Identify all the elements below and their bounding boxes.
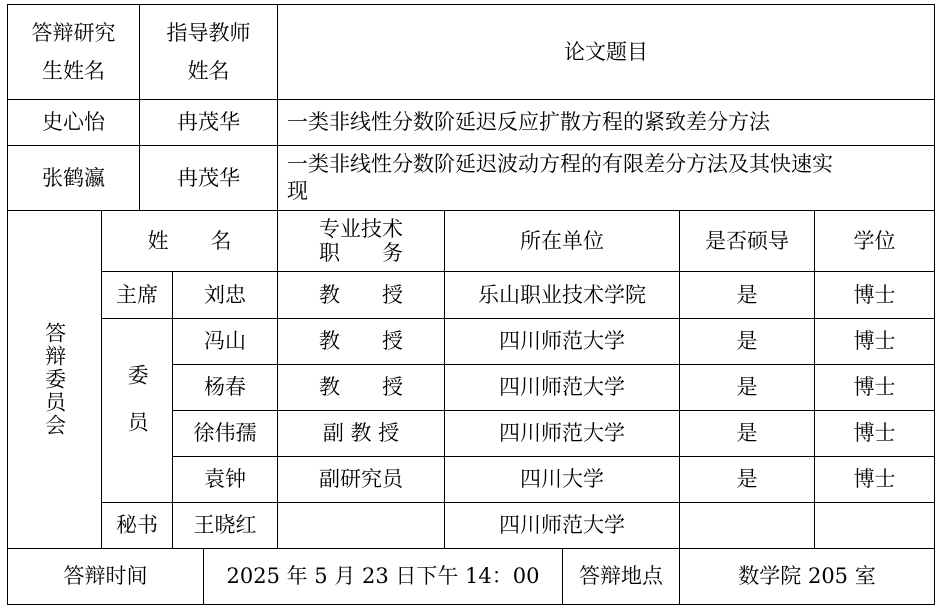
defense-time-value: 2025 年 5 月 23 日下午 14：00 — [226, 564, 540, 589]
member-title — [278, 503, 444, 548]
header-student-name — [8, 5, 139, 99]
member-title: 副 教 授 — [322, 421, 400, 446]
member-degree: 博士 — [853, 282, 896, 307]
member-title: 教 授 — [319, 329, 403, 354]
student-topic: 一类非线性分数阶延迟反应扩散方程的紧致差分方法 — [287, 110, 770, 135]
member-unit: 四川师范大学 — [499, 329, 625, 354]
header-student-line1: 答辩研究 — [31, 20, 116, 45]
committee-header-title-line2: 职 务 — [319, 241, 403, 265]
student-advisor: 冉茂华 — [177, 165, 240, 190]
defense-time-label: 答辩时间 — [63, 564, 148, 589]
member-title: 教 授 — [319, 375, 403, 400]
member-degree: 博士 — [853, 375, 896, 400]
header-advisor-line2: 姓名 — [187, 59, 230, 83]
member-unit: 四川师范大学 — [499, 375, 625, 400]
member-name: 冯山 — [204, 329, 246, 354]
member-unit: 乐山职业技术学院 — [478, 282, 646, 307]
header-student-line2: 生姓名 — [42, 59, 105, 83]
member-degree — [815, 503, 934, 548]
committee-label — [8, 211, 101, 548]
member-title: 教 授 — [319, 282, 403, 307]
member-name: 徐伟孺 — [193, 421, 257, 446]
committee-header-title — [278, 211, 444, 271]
committee-header-name: 姓 名 — [147, 228, 232, 253]
role-chair: 主席 — [116, 282, 158, 307]
member-name: 刘忠 — [204, 282, 246, 307]
header-advisor-name — [140, 5, 277, 99]
role-members — [102, 319, 172, 502]
student-name: 史心怡 — [42, 110, 105, 135]
role-members-text: 委员 — [125, 363, 150, 458]
member-degree: 博士 — [853, 467, 896, 492]
committee-header-degree: 学位 — [853, 228, 896, 253]
member-supervisor: 是 — [736, 375, 758, 400]
member-unit: 四川大学 — [520, 467, 604, 492]
header-advisor-line1: 指导教师 — [166, 20, 251, 45]
member-supervisor: 是 — [736, 329, 758, 354]
member-supervisor: 是 — [736, 282, 758, 307]
member-degree: 博士 — [853, 421, 896, 446]
committee-header-title-line1: 专业技术 — [319, 216, 403, 241]
student-topic-line1: 一类非线性分数阶延迟波动方程的有限差分方法及其快速实 — [287, 151, 833, 176]
defense-place-label: 答辩地点 — [579, 564, 663, 589]
header-topic: 论文题目 — [564, 39, 648, 64]
student-advisor: 冉茂华 — [177, 110, 240, 135]
student-topic-line2: 现 — [287, 179, 308, 203]
member-name: 杨春 — [204, 375, 246, 400]
member-supervisor: 是 — [736, 421, 758, 446]
student-name: 张鹤瀛 — [42, 165, 105, 190]
member-unit: 四川师范大学 — [499, 421, 625, 446]
role-secretary: 秘书 — [116, 513, 158, 538]
member-supervisor — [680, 503, 814, 548]
member-title: 副研究员 — [319, 467, 403, 492]
defense-place-value: 数学院 205 室 — [738, 564, 876, 589]
committee-header-unit: 所在单位 — [520, 228, 604, 253]
member-name: 袁钟 — [204, 467, 246, 492]
member-name: 王晓红 — [193, 513, 257, 538]
member-supervisor: 是 — [736, 467, 758, 492]
committee-header-supervisor: 是否硕导 — [705, 228, 789, 253]
member-unit: 四川师范大学 — [499, 513, 625, 538]
student-topic — [278, 146, 934, 210]
member-degree: 博士 — [853, 329, 896, 354]
committee-label-text: 答辩委员会 — [42, 322, 67, 437]
